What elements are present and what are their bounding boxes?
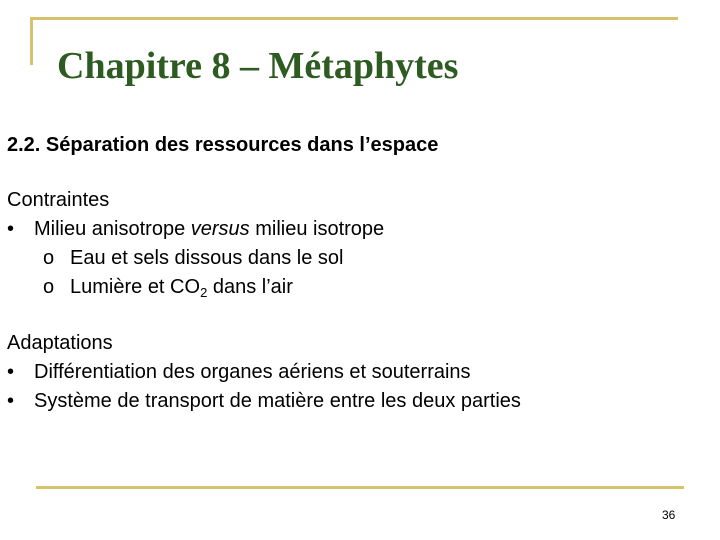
constraint-item-anisotropy [7,215,384,244]
constraint-text-after: milieu isotrope [249,218,385,240]
constraint-subitem-text-after: dans l’air [207,276,293,298]
constraint-subitem-air [7,273,384,302]
constraints-block [7,186,384,302]
circle-bullet-icon: o [43,247,55,269]
constraint-subitem-text-before: Lumière et CO [70,276,201,298]
frame-left-rule [30,17,33,65]
constraints-heading: Contraintes [7,189,110,211]
section-heading: 2.2. Séparation des ressources dans l’espace [7,134,439,156]
circle-bullet-icon: o [43,276,55,298]
adaptation-item-text: Système de transport de matière entre les deux parties [34,390,521,412]
constraint-subitem-text: Eau et sels dissous dans le sol [70,247,344,269]
frame-top-rule [30,17,678,20]
co2-subscript: 2 [200,285,208,300]
page-number: 36 [662,508,676,522]
constraint-subitem-soil [7,244,384,273]
adaptation-item-organs [7,358,521,387]
constraint-text-emphasis: versus [190,218,250,240]
frame-bottom-rule [36,486,684,489]
bullet-icon: • [7,218,15,240]
bullet-icon: • [7,361,15,383]
constraint-text-before: Milieu anisotrope [34,218,191,240]
adaptation-item-text: Différentiation des organes aériens et souterrains [34,361,471,383]
bullet-icon: • [7,390,15,412]
adaptations-heading: Adaptations [7,332,113,354]
slide-title: Chapitre 8 – Métaphytes [57,45,459,87]
adaptation-item-transport [7,387,521,416]
adaptations-block [7,329,521,416]
